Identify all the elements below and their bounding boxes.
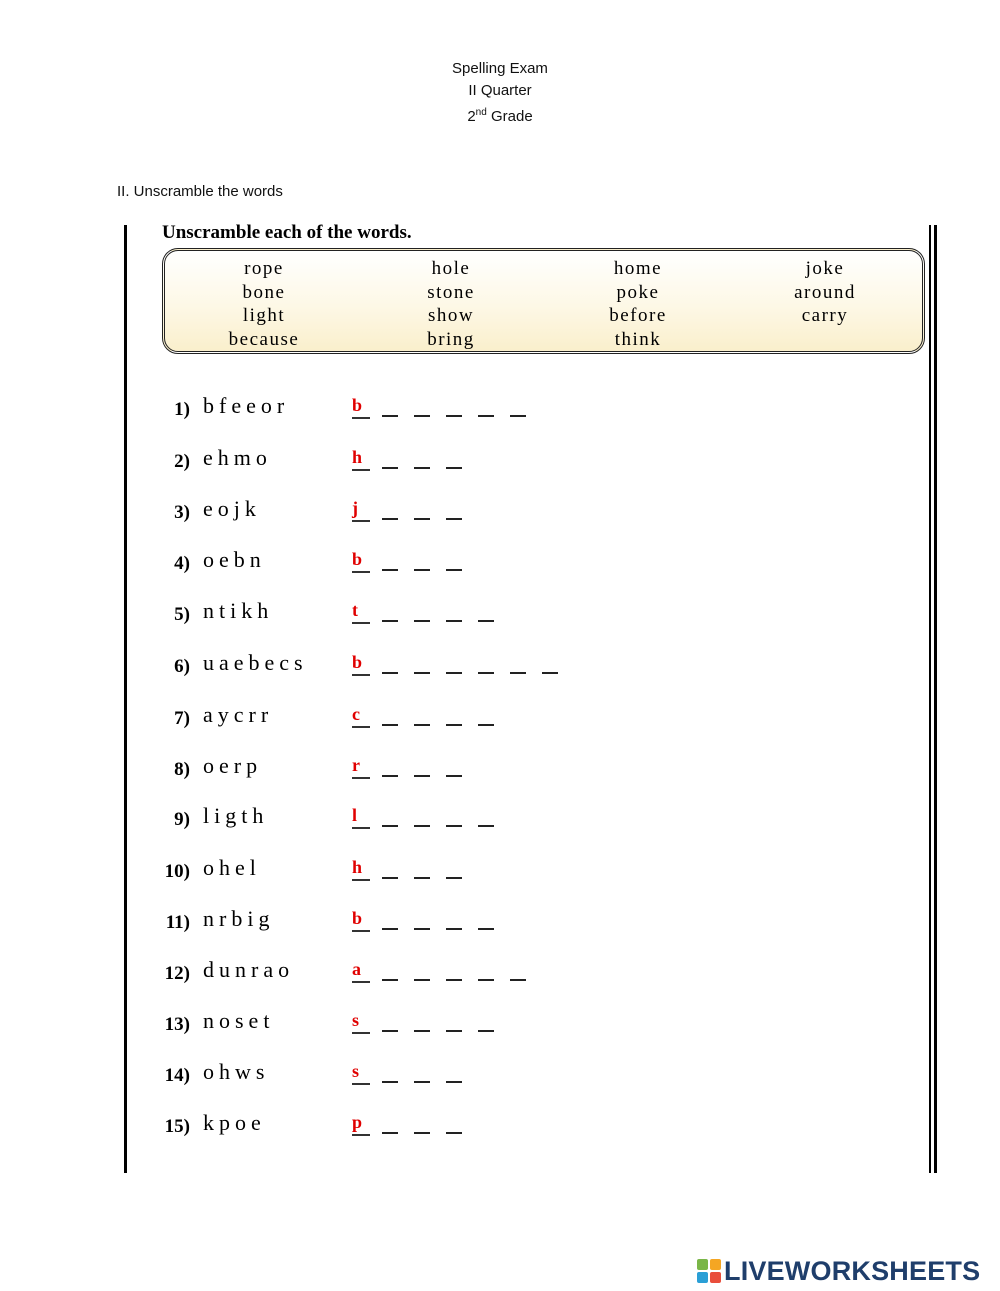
answer-blank[interactable] bbox=[414, 467, 430, 469]
answer-first-letter[interactable]: r bbox=[352, 755, 370, 779]
answer-blank[interactable] bbox=[478, 672, 494, 674]
word-bank-word: show bbox=[427, 305, 475, 326]
answer-blank[interactable] bbox=[446, 877, 462, 879]
scrambled-word: oerp bbox=[203, 753, 263, 778]
answer-blank[interactable] bbox=[382, 518, 398, 520]
word-bank-column bbox=[376, 257, 526, 351]
scrambled-word: ohel bbox=[203, 855, 261, 880]
answer-blank[interactable] bbox=[446, 518, 462, 520]
answer-blank[interactable] bbox=[446, 775, 462, 777]
worksheet-frame-left bbox=[124, 225, 127, 1173]
scrambled-word: nrbig bbox=[203, 906, 275, 931]
item-number: 15) bbox=[164, 1116, 190, 1137]
answer-blank[interactable] bbox=[414, 1132, 430, 1134]
logo-cube bbox=[710, 1272, 721, 1283]
grade-number: 2 bbox=[467, 108, 476, 125]
answer-blank[interactable] bbox=[414, 1030, 430, 1032]
answer-blank[interactable] bbox=[446, 1081, 462, 1083]
item-number: 3) bbox=[174, 502, 190, 523]
grade-suffix: nd bbox=[475, 107, 487, 118]
scrambled-word: ohws bbox=[203, 1059, 270, 1084]
answer-blank[interactable] bbox=[510, 672, 526, 674]
item-number: 7) bbox=[174, 708, 190, 729]
answer-first-letter[interactable]: t bbox=[352, 600, 370, 624]
scrambled-word: ehmo bbox=[203, 445, 272, 470]
answer-first-letter[interactable]: l bbox=[352, 805, 370, 829]
answer-first-letter[interactable]: s bbox=[352, 1010, 370, 1034]
answer-blank[interactable] bbox=[382, 775, 398, 777]
word-bank-word: bone bbox=[242, 281, 286, 303]
word-bank-word: bring bbox=[427, 328, 475, 350]
answer-blank[interactable] bbox=[542, 672, 558, 674]
answer-blank[interactable] bbox=[478, 979, 494, 981]
answer-blank[interactable] bbox=[414, 877, 430, 879]
answer-blank[interactable] bbox=[446, 1030, 462, 1032]
item-number: 1) bbox=[174, 399, 190, 420]
page-header bbox=[0, 58, 1000, 124]
scrambled-word: uaebecs bbox=[203, 650, 308, 675]
answer-blank[interactable] bbox=[382, 724, 398, 726]
answer-blank[interactable] bbox=[414, 825, 430, 827]
scrambled-word: noset bbox=[203, 1008, 275, 1033]
word-bank-word: before bbox=[609, 305, 667, 326]
answer-first-letter[interactable]: c bbox=[352, 704, 370, 728]
answer-blank[interactable] bbox=[414, 415, 430, 417]
item-number: 5) bbox=[174, 604, 190, 625]
answer-blank[interactable] bbox=[382, 877, 398, 879]
word-bank-column bbox=[750, 257, 900, 328]
item-number: 11) bbox=[165, 912, 190, 933]
answer-blank[interactable] bbox=[446, 979, 462, 981]
section-title: II. Unscramble the words bbox=[117, 183, 283, 200]
answer-blank[interactable] bbox=[478, 620, 494, 622]
worksheet-frame-right-outer bbox=[934, 225, 937, 1173]
answer-blank[interactable] bbox=[414, 620, 430, 622]
answer-first-letter[interactable]: j bbox=[352, 498, 370, 522]
answer-blank[interactable] bbox=[446, 724, 462, 726]
item-number: 8) bbox=[174, 759, 190, 780]
answer-blank[interactable] bbox=[478, 825, 494, 827]
scrambled-word: aycrr bbox=[203, 702, 274, 727]
item-number: 12) bbox=[164, 963, 190, 984]
answer-blank[interactable] bbox=[382, 928, 398, 930]
exam-title: Spelling Exam bbox=[452, 60, 548, 77]
answer-first-letter[interactable]: b bbox=[352, 908, 370, 932]
answer-blank[interactable] bbox=[478, 1030, 494, 1032]
logo-text: LIVEWORKSHEETS bbox=[724, 1255, 981, 1286]
answer-blank[interactable] bbox=[446, 1132, 462, 1134]
word-bank-column bbox=[563, 257, 713, 351]
logo-cube bbox=[697, 1259, 708, 1270]
logo-cube bbox=[697, 1272, 708, 1283]
answer-blank[interactable] bbox=[446, 415, 462, 417]
scrambled-word: dunrao bbox=[203, 957, 295, 982]
scrambled-word: ntikh bbox=[203, 598, 274, 623]
word-bank-word: stone bbox=[427, 281, 475, 303]
answer-blank[interactable] bbox=[382, 1030, 398, 1032]
answer-first-letter[interactable]: h bbox=[352, 857, 370, 881]
answer-blank[interactable] bbox=[382, 467, 398, 469]
answer-first-letter[interactable]: b bbox=[352, 395, 370, 419]
word-bank-word: hole bbox=[431, 258, 471, 279]
quarter-label: II Quarter bbox=[468, 82, 532, 99]
word-bank-word: around bbox=[794, 281, 856, 303]
answer-blank[interactable] bbox=[414, 672, 430, 674]
answer-blank[interactable] bbox=[382, 979, 398, 981]
answer-blank[interactable] bbox=[414, 518, 430, 520]
answer-first-letter[interactable]: b bbox=[352, 652, 370, 676]
scrambled-word: kpoe bbox=[203, 1110, 266, 1135]
answer-first-letter[interactable]: h bbox=[352, 447, 370, 471]
answer-blank[interactable] bbox=[478, 415, 494, 417]
liveworksheets-logo bbox=[697, 1255, 980, 1287]
item-number: 10) bbox=[164, 861, 190, 882]
answer-blank[interactable] bbox=[510, 979, 526, 981]
answer-blank[interactable] bbox=[478, 724, 494, 726]
answer-blank[interactable] bbox=[382, 1132, 398, 1134]
item-number: 2) bbox=[174, 451, 190, 472]
word-bank bbox=[162, 248, 925, 354]
answer-blank[interactable] bbox=[414, 775, 430, 777]
word-bank-column bbox=[189, 257, 339, 351]
answer-blank[interactable] bbox=[382, 569, 398, 571]
scrambled-word: ligth bbox=[203, 803, 269, 828]
item-number: 14) bbox=[164, 1065, 190, 1086]
answer-blank[interactable] bbox=[382, 1081, 398, 1083]
item-number: 4) bbox=[174, 553, 190, 574]
word-bank-word: joke bbox=[805, 258, 845, 279]
answer-blank[interactable] bbox=[414, 724, 430, 726]
word-bank-word: think bbox=[614, 328, 662, 350]
answer-blank[interactable] bbox=[446, 467, 462, 469]
answer-blank[interactable] bbox=[382, 825, 398, 827]
logo-cubes-icon bbox=[697, 1259, 721, 1283]
item-number: 6) bbox=[174, 656, 190, 677]
answer-blank[interactable] bbox=[382, 620, 398, 622]
word-bank-word: home bbox=[613, 258, 663, 279]
answer-blank[interactable] bbox=[414, 979, 430, 981]
item-number: 9) bbox=[174, 809, 190, 830]
word-bank-word: because bbox=[228, 328, 300, 350]
instruction-heading: Unscramble each of the words. bbox=[162, 222, 412, 243]
worksheet-frame-right bbox=[929, 225, 931, 1173]
answer-blank[interactable] bbox=[446, 672, 462, 674]
answer-blank[interactable] bbox=[478, 928, 494, 930]
answer-blank[interactable] bbox=[414, 569, 430, 571]
grade-label bbox=[0, 102, 1000, 124]
grade-word: Grade bbox=[490, 108, 533, 125]
answer-first-letter[interactable]: b bbox=[352, 549, 370, 573]
answer-first-letter[interactable]: a bbox=[352, 959, 370, 983]
answer-blank[interactable] bbox=[414, 1081, 430, 1083]
word-bank-word: light bbox=[242, 305, 286, 326]
answer-blank[interactable] bbox=[382, 672, 398, 674]
answer-blank[interactable] bbox=[414, 928, 430, 930]
scrambled-word: oebn bbox=[203, 547, 266, 572]
scrambled-word: bfeeor bbox=[203, 393, 290, 418]
word-bank-word: carry bbox=[801, 305, 849, 326]
answer-blank[interactable] bbox=[446, 620, 462, 622]
answer-blank[interactable] bbox=[446, 928, 462, 930]
item-number: 13) bbox=[164, 1014, 190, 1035]
answer-blank[interactable] bbox=[446, 569, 462, 571]
scrambled-word: eojk bbox=[203, 496, 261, 521]
answer-blank[interactable] bbox=[446, 825, 462, 827]
answer-first-letter[interactable]: s bbox=[352, 1061, 370, 1085]
answer-blank[interactable] bbox=[382, 415, 398, 417]
logo-cube bbox=[710, 1259, 721, 1270]
word-bank-word: rope bbox=[244, 258, 284, 279]
answer-first-letter[interactable]: p bbox=[352, 1112, 370, 1136]
answer-blank[interactable] bbox=[510, 415, 526, 417]
word-bank-word: poke bbox=[616, 281, 660, 303]
